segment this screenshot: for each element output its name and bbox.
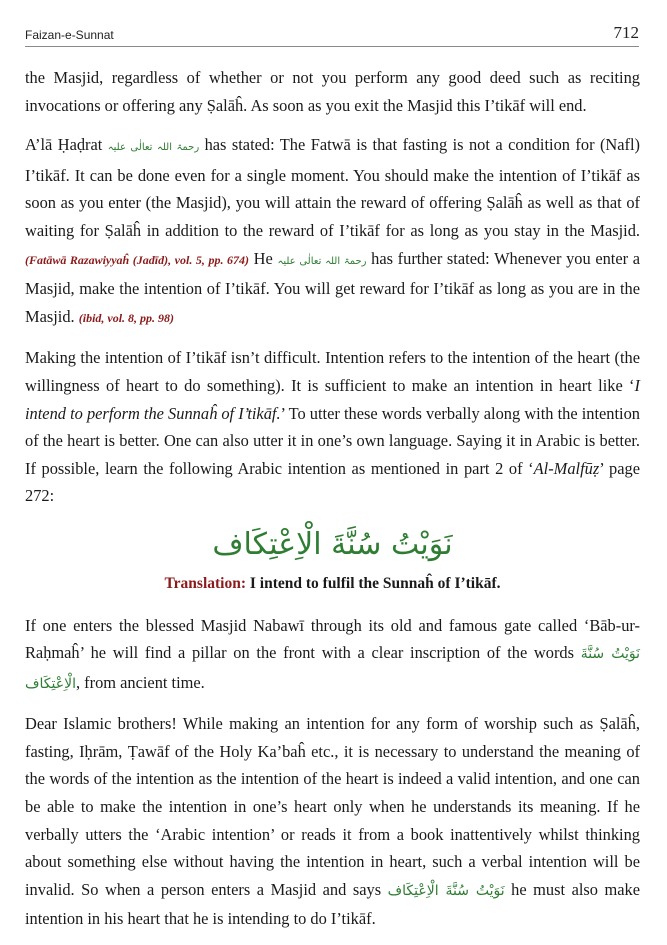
translation-label: Translation:	[164, 574, 246, 592]
p4-text-b: , from ancient time.	[75, 672, 205, 692]
reference-citation: (ibid, vol. 8, pp. 98)	[78, 310, 175, 325]
honorific-calligraphy: رحمۃ اللہ تعالٰی علیہ	[277, 255, 367, 267]
p5-text-a: Dear Islamic brothers! While making an intention for any form of worship such as Ṣalāĥ, fasting, Iḥrām, Ṭawāf of the Holy Ka’baĥ etc., it is necessary to understand the meaning of the words of the intention as the intention of the heart is indeed a valid intention, and one can be able to make the intention in one’s heart only when he understands its meaning. If he verbally utters the ‘Arabic intention’ or reads it from a book inattentively whilst thinking about something else without having the intention in heart, such a verbal intention will be invalid. So when a person enters a Masjid and says	[25, 714, 640, 899]
arabic-intention: نَوَيْتُ سُنَّةَ الْاِعْتِكَاف	[212, 526, 453, 562]
paragraph-3	[25, 344, 640, 510]
p5-text-b: he must also make intention in his heart that he is intending to do I’tikāf.	[25, 879, 641, 929]
paragraph-1: the Masjid, regardless of whether or not you perform any good deed such as reciting invocations or offering any Ṣalāĥ. As soon as you exit the Masjid this I’tikāf will end.	[25, 68, 640, 115]
intention-quote: I intend to perform the Sunnaĥ of I’tikāf.	[25, 375, 640, 423]
paragraph-4	[25, 612, 640, 699]
p4-text-a: If one enters the blessed Masjid Nabawī through its old and famous gate called ‘Bāb-ur-Raḥmaĥ’ he will find a pillar on the front with a clear inscription of the words	[25, 615, 640, 663]
p2-text-b: has stated: The Fatwā is that fasting is not a condition for (Nafl) I’tikāf. It can be done even for a single moment. You should make the intention of I’tikāf as soon as you enter (the Masjid), you will attain the reward of offering Ṣalāĥ as well as that of waiting for Ṣalāĥ in addition to the reward of I’tikāf for as long as you stay in the Masjid.	[25, 135, 640, 240]
translation-line	[25, 570, 640, 598]
arabic-intention-inline: نَوَيْتُ سُنَّةَ الْاِعْتِكَاف	[25, 646, 640, 692]
p3-text-c: ’ page 272:	[25, 458, 641, 506]
arabic-intention-inline: نَوَيْتُ سُنَّةَ الْاِعْتِكَاف	[387, 882, 505, 899]
p3-text-b: ’ To utter these words verbally along with the intention of the heart is better. One can also utter it in one’s own language. Saying it in Arabic is better. If possible, learn the following Arabic intention as mentioned in part 2 of ‘	[25, 403, 640, 478]
book-name: Al-Malfūẓ	[533, 458, 600, 478]
page-number: 712	[613, 23, 639, 42]
translation-text: I intend to fulfil the Sunnaĥ of I’tikāf.	[246, 574, 501, 592]
paragraph-5	[25, 710, 640, 933]
p2-text-a: A’lā Ḥaḍrat	[25, 135, 108, 155]
reference-citation: (Fatāwā Razawiyyaĥ (Jadīd), vol. 5, pp. 674)	[25, 252, 250, 267]
p2-text-d: has further stated: Whenever you enter a Masjid, make the intention of I’tikāf. You will get reward for I’tikāf as long as you are in the Masjid.	[25, 248, 641, 326]
body-text	[25, 64, 640, 945]
book-title: Faizan-e-Sunnat	[25, 28, 114, 42]
running-header	[25, 22, 639, 47]
p3-text-a: Making the intention of I’tikāf isn’t difficult. Intention refers to the intention of the heart (the willingness of heart to do something). It is sufficient to make an intention in heart like ‘	[25, 348, 640, 395]
p2-text-c: He	[249, 248, 278, 268]
paragraph-2	[25, 131, 640, 332]
honorific-calligraphy: رحمۃ اللہ تعالٰی علیہ	[107, 142, 200, 154]
